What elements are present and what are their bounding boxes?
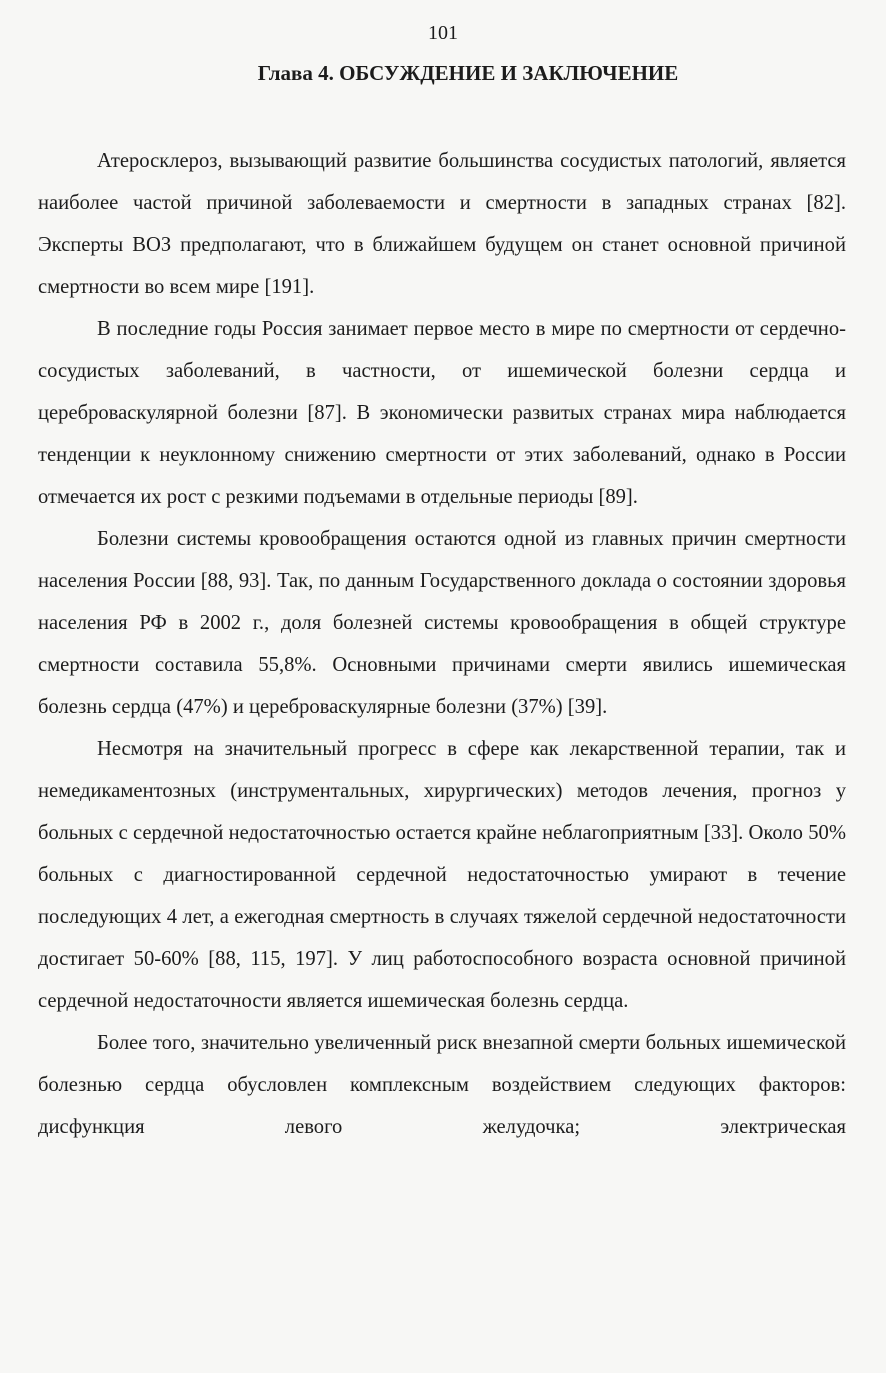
paragraph-sudden-death-risk: Более того, значительно увеличенный риск внезапной смерти больных ишемической болезнью сердца обусловлен комплексным воздействием следующих факторов: дисфункция левого желудочка; электрическая xyxy=(38,1032,846,1138)
chapter-title: Глава 4. ОБСУЖДЕНИЕ И ЗАКЛЮЧЕНИЕ xyxy=(257,61,679,85)
body-text xyxy=(38,140,846,1148)
paragraph-circulatory-diseases: Болезни системы кровообращения остаются одной из главных причин смертности населения России [88, 93]. Так, по данным Государственного доклада о состоянии здоровья населения РФ в 2002 г., доля болезней системы кровообращения в общей структуре смертности составила 55,8%. Основными причинами смерти явились ишемическая болезнь сердца (47%) и цереброваскулярные болезни (37%) [39]. xyxy=(38,528,846,718)
paragraph-russia-mortality: В последние годы Россия занимает первое место в мире по смертности от сердечно-сосудистых заболеваний, в частности, от ишемической болезни сердца и цереброваскулярной болезни [87]. В экономически развитых странах мира наблюдается тенденции к неуклонному снижению смертности от этих заболеваний, однако в России отмечается их рост с резкими подъемами в отдельные периоды [89]. xyxy=(38,318,846,508)
paragraph-atherosclerosis: Атеросклероз, вызывающий развитие большинства сосудистых патологий, является наиболее частой причиной заболеваемости и смертности в западных странах [82]. Эксперты ВОЗ предполагают, что в ближайшем будущем он станет основной причиной смертности во всем мире [191]. xyxy=(38,150,846,298)
page-number: 101 xyxy=(428,22,458,44)
paragraph-heart-failure: Несмотря на значительный прогресс в сфере как лекарственной терапии, так и немедикаментозных (инструментальных, хирургических) методов лечения, прогноз у больных с сердечной недостаточностью остается крайне неблагоприятным [33]. Около 50% больных с диагностированной сердечной недостаточностью умирают в течение последующих 4 лет, а ежегодная смертность в случаях тяжелой сердечной недостаточности достигает 50-60% [88, 115, 197]. У лиц работоспособного возраста основной причиной сердечной недостаточности является ишемическая болезнь сердца. xyxy=(38,738,846,1012)
